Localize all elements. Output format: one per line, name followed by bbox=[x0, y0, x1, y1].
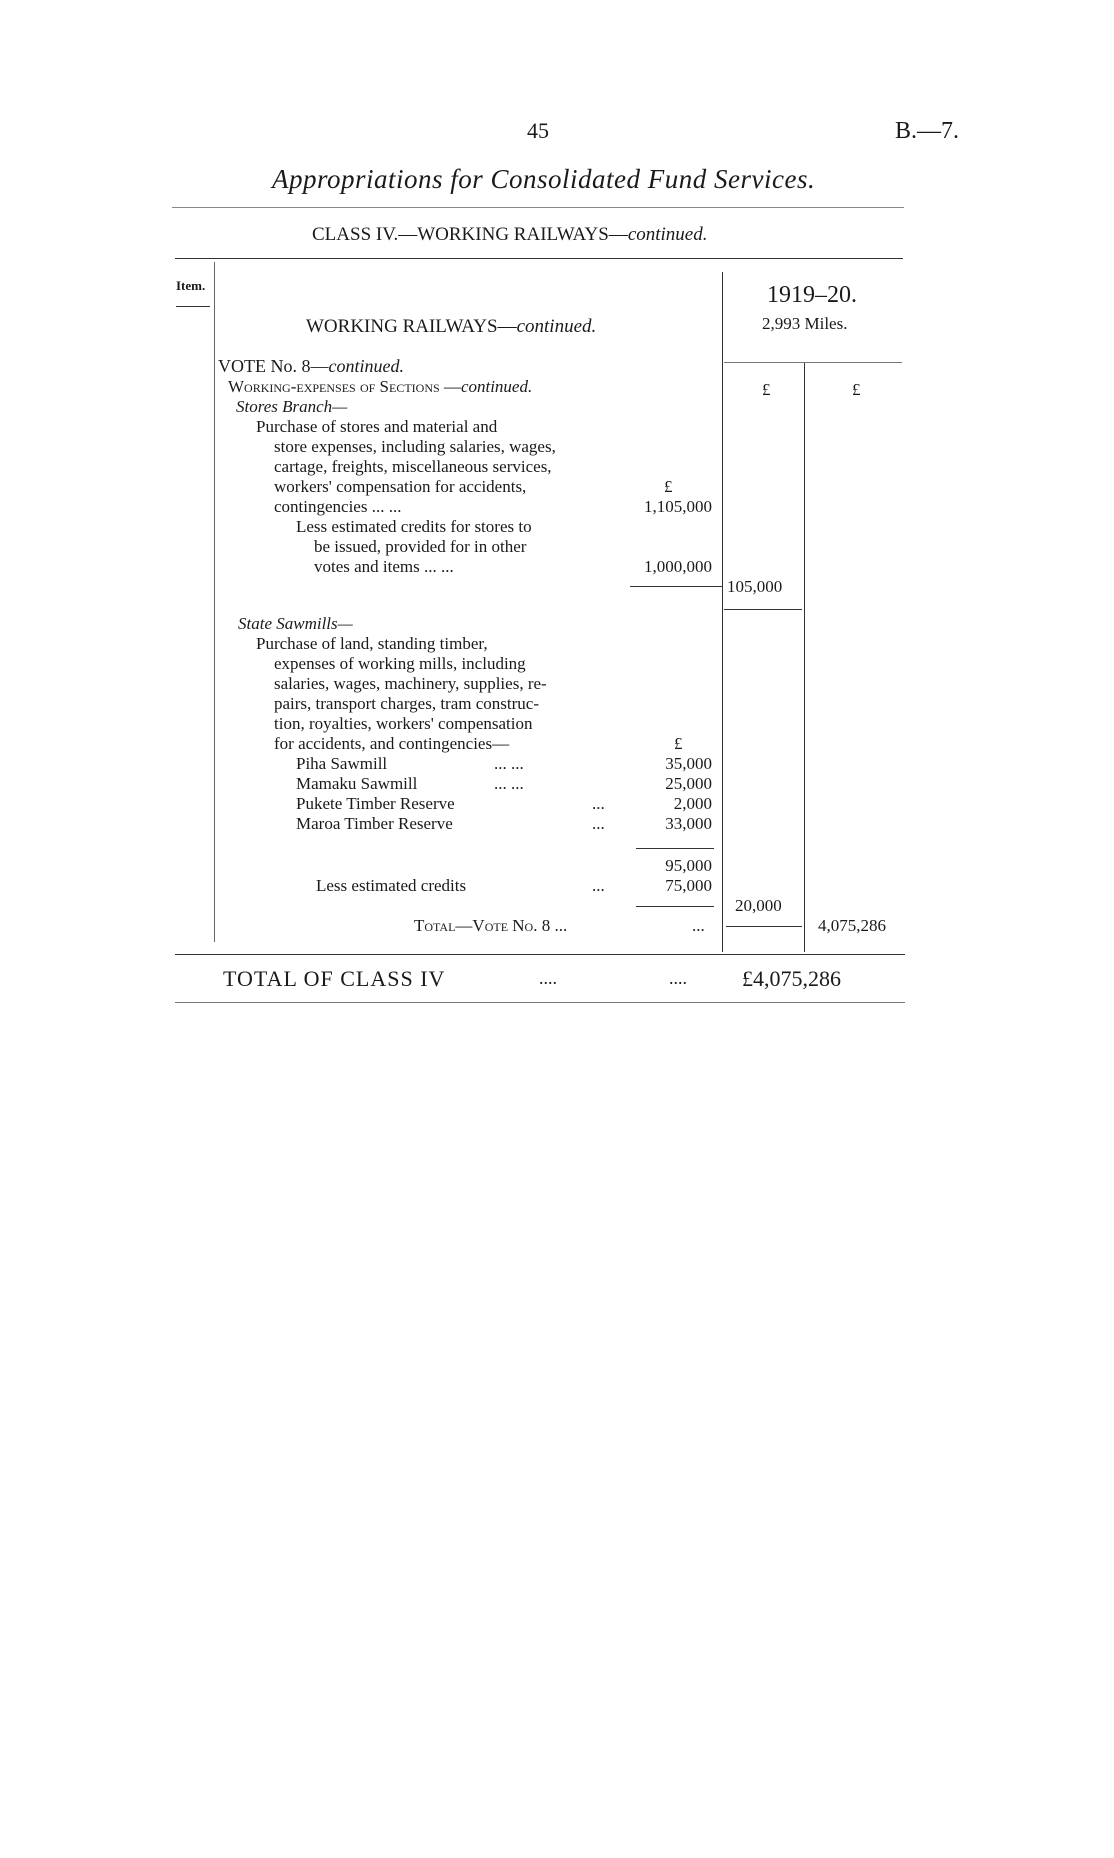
sawmills-credits-amount: 75,000 bbox=[665, 876, 712, 895]
section-title bbox=[306, 316, 596, 338]
class-title-main: CLASS IV.—WORKING RAILWAYS— bbox=[312, 224, 628, 245]
sawmills-subtotal-amount: 95,000 bbox=[665, 856, 712, 875]
sawmills-line-2: expenses of working mills, including bbox=[274, 654, 526, 673]
class-title-continued: continued. bbox=[627, 224, 708, 245]
stores-line-3: cartage, freights, miscellaneous services, bbox=[274, 457, 552, 476]
stores-less-line-2: be issued, provided for in other bbox=[314, 537, 527, 556]
stores-currency-symbol: £ bbox=[664, 477, 673, 496]
class-total-amount: £4,075,286 bbox=[742, 966, 841, 991]
sawmills-less-label: Less estimated credits bbox=[316, 876, 467, 895]
total-vote-text: Total—Vote No. 8 ... bbox=[414, 916, 568, 935]
sections-line-main: Working-expenses of Sections — bbox=[228, 377, 461, 396]
currency-symbol-total: £ bbox=[852, 380, 861, 399]
sawmill-item-dots: ... bbox=[592, 814, 605, 833]
sawmill-item-dots: ... ... bbox=[494, 774, 524, 793]
title-rule bbox=[172, 207, 904, 208]
sawmill-item-dots: ... ... bbox=[494, 754, 524, 773]
stores-line-4: workers' compensation for accidents, bbox=[274, 477, 527, 496]
stores-net-amount: 105,000 bbox=[727, 577, 783, 596]
table-top-rule bbox=[175, 258, 903, 259]
year-column-rule bbox=[722, 272, 723, 952]
sawmills-line-5: tion, royalties, workers' compensation bbox=[274, 714, 533, 733]
document-reference: B.—7. bbox=[895, 118, 960, 144]
stores-line-1: Purchase of stores and material and bbox=[256, 417, 498, 436]
sawmill-item-amount: 33,000 bbox=[665, 814, 712, 833]
page-number: 45 bbox=[527, 118, 549, 143]
item-label-underline bbox=[176, 306, 210, 307]
sawmills-subtotal-rule bbox=[636, 848, 714, 849]
sawmills-line-6: for accidents, and contingencies— bbox=[274, 734, 510, 753]
sawmills-net-amount: 20,000 bbox=[735, 896, 782, 915]
currency-symbol-net: £ bbox=[762, 380, 771, 399]
sawmills-line-4: pairs, transport charges, tram construc- bbox=[274, 694, 539, 713]
stores-less-line-1: Less estimated credits for stores to bbox=[296, 517, 532, 536]
sawmills-less-dots: ... bbox=[592, 876, 605, 895]
stores-heading: Stores Branch— bbox=[236, 397, 348, 416]
sawmill-item-name: Pukete Timber Reserve bbox=[296, 794, 455, 813]
stores-section-rule bbox=[724, 609, 802, 610]
sawmills-heading: State Sawmills— bbox=[238, 614, 353, 633]
sawmills-net-rule bbox=[636, 906, 714, 907]
sections-line-continued: continued. bbox=[460, 377, 533, 396]
sawmill-item-amount: 2,000 bbox=[673, 794, 712, 813]
class-total-label: TOTAL OF CLASS IV bbox=[223, 966, 446, 991]
total-vote-amount: 4,075,286 bbox=[818, 916, 886, 935]
sawmill-item-name: Piha Sawmill bbox=[296, 754, 388, 773]
vote-line-continued: continued. bbox=[328, 356, 404, 376]
page-title: Appropriations for Consolidated Fund Services. bbox=[272, 164, 816, 194]
stores-less-line-3: votes and items ... ... bbox=[314, 557, 454, 576]
stores-credits-amount: 1,000,000 bbox=[644, 557, 712, 576]
total-column-rule bbox=[804, 362, 805, 952]
item-column-rule bbox=[214, 262, 215, 942]
sawmills-section-rule bbox=[726, 926, 802, 927]
page-bottom-rule bbox=[175, 1002, 905, 1003]
total-vote-dots: ... bbox=[692, 916, 705, 935]
sections-line bbox=[228, 377, 532, 397]
sawmill-item-amount: 35,000 bbox=[665, 754, 712, 773]
stores-gross-amount: 1,105,000 bbox=[644, 497, 712, 516]
year-header-underline bbox=[724, 362, 902, 363]
section-title-continued: continued. bbox=[516, 316, 597, 337]
sawmills-currency-symbol: £ bbox=[674, 734, 683, 753]
class-title bbox=[312, 224, 708, 246]
sawmills-line-3: salaries, wages, machinery, supplies, re- bbox=[274, 674, 547, 693]
miles-heading: 2,993 Miles. bbox=[762, 314, 848, 333]
item-column-label: Item. bbox=[176, 278, 206, 293]
class-total-dots-2: .... bbox=[669, 968, 687, 988]
total-vote-label bbox=[414, 916, 567, 936]
stores-line-5: contingencies ... ... bbox=[274, 497, 402, 516]
sawmill-item-name: Mamaku Sawmill bbox=[296, 774, 418, 793]
sawmill-item-name: Maroa Timber Reserve bbox=[296, 814, 453, 833]
vote-line bbox=[218, 356, 404, 377]
sawmill-item-dots: ... bbox=[592, 794, 605, 813]
section-title-main: WORKING RAILWAYS— bbox=[306, 316, 517, 337]
year-heading: 1919–20. bbox=[767, 282, 857, 308]
vote-line-main: VOTE No. 8— bbox=[218, 356, 329, 376]
table-bottom-rule bbox=[175, 954, 905, 955]
stores-net-rule bbox=[630, 586, 722, 587]
stores-line-2: store expenses, including salaries, wages, bbox=[274, 437, 556, 456]
sawmills-line-1: Purchase of land, standing timber, bbox=[256, 634, 488, 653]
class-total-dots-1: .... bbox=[539, 968, 557, 988]
sawmill-item-amount: 25,000 bbox=[665, 774, 712, 793]
